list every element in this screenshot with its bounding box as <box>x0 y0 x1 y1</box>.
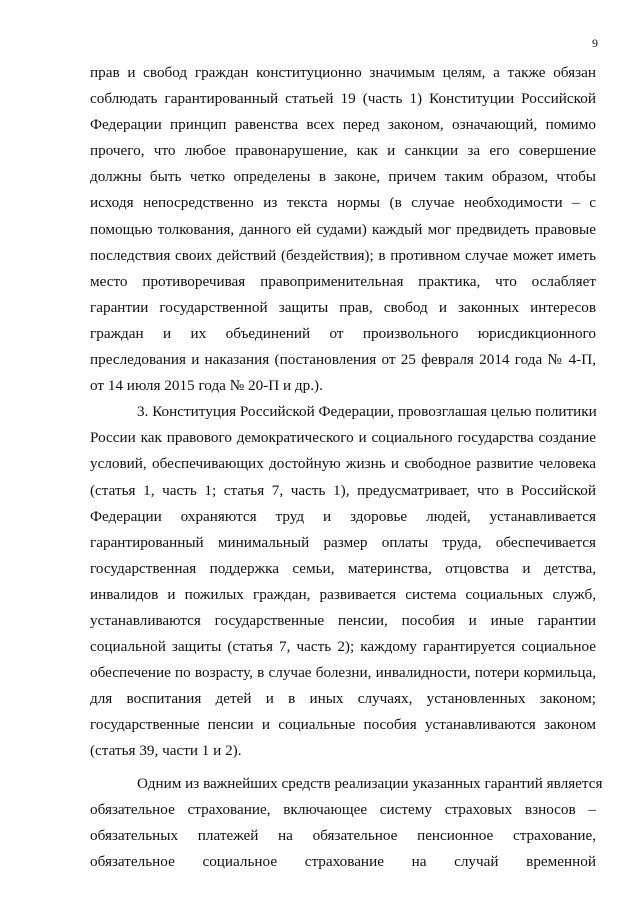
text-line: для воспитания детей и в иных случаях, установленных законом; <box>90 690 596 708</box>
text-line: государственная поддержка семьи, материнства, отцовства и детства, <box>90 559 596 577</box>
text-line: прочего, что любое правонарушение, как и санкции за его совершение <box>90 142 596 160</box>
text-line: последствия своих действий (бездействия); в противном случае может иметь <box>90 246 596 264</box>
text-line: устанавливаются государственные пенсии, пособия и иные гарантии <box>90 611 596 629</box>
text-line: должны быть четко определены в законе, причем таким образом, чтобы <box>90 168 596 186</box>
text-line: соблюдать гарантированный статьей 19 (часть 1) Конституции Российской <box>90 90 596 108</box>
body-text <box>90 60 603 875</box>
text-line: условий, обеспечивающих достойную жизнь и свободное развитие человека <box>90 455 596 473</box>
text-line: Федерации охраняются труд и здоровье людей, устанавливается <box>90 507 596 525</box>
text-line: помощью толкования, данного ей судами) каждый мог предвидеть правовые <box>90 220 596 238</box>
text-line: 3. Конституция Российской Федерации, провозглашая целью политики <box>137 403 597 421</box>
text-line: (статья 1, часть 1; статья 7, часть 1), предусматривает, что в Российской <box>90 481 596 499</box>
text-line: прав и свобод граждан конституционно значимым целям, а также обязан <box>90 64 596 81</box>
text-line: преследования и наказания (постановления от 25 февраля 2014 года № 4-П, <box>90 351 596 369</box>
paragraph-1 <box>90 60 596 399</box>
text-line: исходя непосредственно из текста нормы (в случае необходимости – с <box>90 194 596 212</box>
text-line: обязательных платежей на обязательное пенсионное страхование, <box>90 826 596 844</box>
text-line: социальной защиты (статья 7, часть 2); каждому гарантируется социальное <box>90 638 596 656</box>
text-line: граждан и их объединений от произвольного юрисдикционного <box>90 324 596 342</box>
paragraph-2 <box>90 399 596 764</box>
text-line: гарантированный минимальный размер оплаты труда, обеспечивается <box>90 533 596 551</box>
text-line: Одним из важнейших средств реализации указанных гарантий является <box>137 774 603 792</box>
page-number: 9 <box>592 36 598 50</box>
text-line: гарантии государственной защиты прав, свобод и законных интересов <box>90 298 596 316</box>
text-line: обязательное социальное страхование на случай временной <box>90 852 596 870</box>
text-line: место противоречивая правоприменительная практика, что ослабляет <box>90 272 596 290</box>
text-line: Федерации принцип равенства всех перед законом, означающий, помимо <box>90 116 596 134</box>
text-line: обеспечение по возрасту, в случае болезни, инвалидности, потери кормильца, <box>90 664 596 682</box>
text-line: России как правового демократического и социального государства создание <box>90 429 596 447</box>
text-line: государственные пенсии и социальные пособия устанавливаются законом <box>90 716 596 734</box>
text-line: (статья 39, части 1 и 2). <box>90 742 242 760</box>
paragraph-3 <box>90 771 603 875</box>
text-line: инвалидов и пожилых граждан, развивается система социальных служб, <box>90 585 596 603</box>
text-line: обязательное страхование, включающее систему страховых взносов – <box>90 800 596 818</box>
text-line: от 14 июля 2015 года № 20-П и др.). <box>90 377 323 395</box>
